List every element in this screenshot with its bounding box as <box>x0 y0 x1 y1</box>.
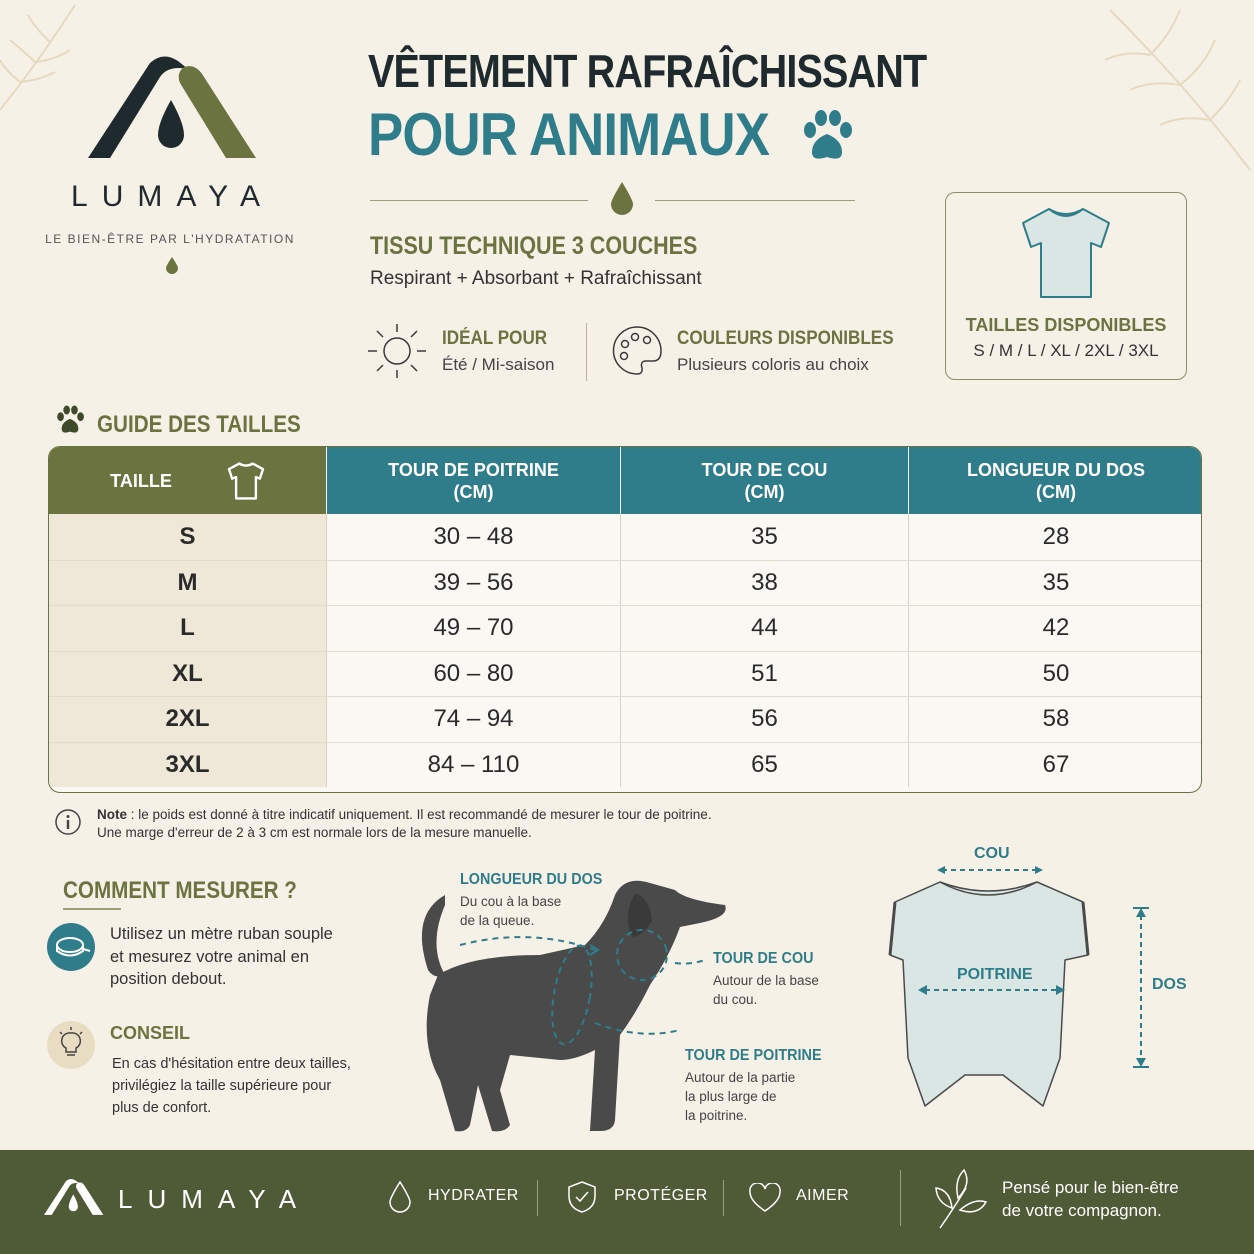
dog-label-back-line1: Du cou à la base <box>460 894 562 909</box>
dog-label-chest-text <box>685 1068 795 1125</box>
header-back <box>909 447 1202 514</box>
footer-item-love: AIMER <box>796 1187 850 1204</box>
column-divider <box>908 652 909 697</box>
table-row <box>49 560 1201 606</box>
column-divider <box>908 514 909 560</box>
dog-label-back-title: LONGUEUR DU DOS <box>460 871 603 888</box>
cell-neck: 65 <box>751 750 778 778</box>
tip-title: CONSEIL <box>110 1023 191 1043</box>
shield-icon <box>567 1180 597 1214</box>
sizes-available-title: TAILLES DISPONIBLES <box>965 315 1167 335</box>
leaf-icon <box>932 1168 988 1230</box>
page-title-line2: POUR ANIMAUX <box>368 101 770 168</box>
sizes-available-list: S / M / L / XL / 2XL / 3XL <box>973 341 1159 360</box>
cell-chest: 74 – 94 <box>433 705 514 733</box>
lumaya-logo <box>88 55 258 160</box>
fabric-subtitle: Respirant + Absorbant + Rafraîchissant <box>370 268 702 289</box>
cell-neck: 44 <box>751 614 778 642</box>
dog-label-neck-text <box>713 971 819 1009</box>
header-neck-unit: (CM) <box>744 481 785 502</box>
tape-measure-icon <box>46 922 96 972</box>
sun-icon <box>366 322 428 380</box>
footer-item-protect: PROTÉGER <box>614 1187 708 1204</box>
footer-tagline <box>1002 1176 1179 1222</box>
footer-separator <box>723 1180 724 1216</box>
column-divider <box>620 606 621 651</box>
cell-size: XL <box>49 652 326 697</box>
feature-divider <box>586 323 587 381</box>
drop-icon <box>611 182 633 216</box>
shirt-label-neck: COU <box>974 845 1010 862</box>
header-size <box>49 447 326 514</box>
cell-size: S <box>49 514 326 560</box>
cell-size: 3XL <box>49 743 326 788</box>
table-row <box>49 605 1201 651</box>
column-divider <box>326 743 327 788</box>
brand-name: LUMAYA <box>71 180 274 213</box>
cell-back: 42 <box>1042 614 1070 642</box>
column-divider <box>620 652 621 697</box>
header-chest-label: TOUR DE POITRINE <box>388 459 559 480</box>
column-divider <box>620 697 621 742</box>
column-divider <box>326 697 327 742</box>
cell-chest: 49 – 70 <box>433 614 514 642</box>
dog-label-back-text <box>460 892 561 930</box>
drop-icon <box>389 1180 411 1214</box>
cell-neck: 35 <box>751 522 778 550</box>
header-chest <box>327 447 620 514</box>
header-back-label: LONGUEUR DU DOS <box>966 459 1145 480</box>
cell-neck: 38 <box>751 568 778 596</box>
dog-label-neck-line1: Autour de la base <box>713 973 819 988</box>
title-underline <box>63 908 121 910</box>
tip-text: En cas d'hésitation entre deux tailles, privilégiez la taille supérieure pour plus de confort. <box>112 1056 351 1116</box>
dog-label-back-line2: de la queue. <box>460 913 535 928</box>
cell-chest: 60 – 80 <box>433 659 514 687</box>
column-divider <box>908 743 909 788</box>
column-divider <box>620 743 621 788</box>
table-row <box>49 651 1201 697</box>
paw-icon <box>55 405 85 435</box>
title-divider-right <box>655 200 855 201</box>
cell-chest: 39 – 56 <box>433 568 514 596</box>
cell-size: 2XL <box>49 697 326 742</box>
brand-tagline: LE BIEN-ÊTRE PAR L'HYDRATATION <box>45 232 295 246</box>
table-row <box>49 696 1201 742</box>
cell-back: 35 <box>1042 568 1070 596</box>
feature-ideal-title: IDÉAL POUR <box>442 328 548 349</box>
cell-back: 28 <box>1042 522 1070 550</box>
shirt-label-chest: POITRINE <box>957 966 1033 983</box>
how-to-measure-title: COMMENT MESURER ? <box>63 877 297 904</box>
cell-size: M <box>49 561 326 606</box>
feature-ideal-text: Été / Mi-saison <box>442 355 555 374</box>
footer-tagline-line2: de votre compagnon. <box>1002 1201 1162 1220</box>
size-guide-table <box>48 446 1202 793</box>
column-divider <box>620 514 621 560</box>
column-divider <box>908 697 909 742</box>
cell-neck: 56 <box>751 705 778 733</box>
palette-icon <box>611 324 663 378</box>
dog-label-chest-line3: la poitrine. <box>685 1108 748 1123</box>
table-row <box>49 514 1201 560</box>
header-neck <box>621 447 908 514</box>
column-divider <box>326 561 327 606</box>
dog-label-chest-line1: Autour de la partie <box>685 1070 796 1085</box>
cell-chest: 84 – 110 <box>427 750 520 778</box>
header-chest-unit: (CM) <box>453 481 494 502</box>
dog-label-chest-line2: la plus large de <box>685 1089 777 1104</box>
feature-colors-text: Plusieurs coloris au choix <box>677 355 869 374</box>
heart-icon <box>748 1183 782 1213</box>
drop-icon <box>166 257 178 274</box>
cell-back: 50 <box>1042 659 1070 687</box>
note-line2: Une marge d'erreur de 2 à 3 cm est normale lors de la mesure manuelle. <box>97 825 532 840</box>
header-size-label: TAILLE <box>110 470 172 491</box>
column-divider <box>326 514 327 560</box>
column-divider <box>908 561 909 606</box>
tshirt-icon <box>227 462 265 500</box>
note-line1: : le poids est donné à titre indicatif uniquement. Il est recommandé de mesurer le tour de poitrine. <box>127 807 712 822</box>
leaf-decoration-left <box>0 0 80 120</box>
table-row <box>49 742 1201 788</box>
paw-icon <box>800 110 854 162</box>
cell-neck: 51 <box>751 659 778 687</box>
page-title-line1: VÊTEMENT RAFRAÎCHISSANT <box>368 45 927 97</box>
column-divider <box>620 561 621 606</box>
header-back-unit: (CM) <box>1036 481 1076 502</box>
column-divider <box>326 606 327 651</box>
cell-chest: 30 – 48 <box>433 522 514 550</box>
dog-label-chest-title: TOUR DE POITRINE <box>685 1047 822 1064</box>
dog-label-neck-line2: du cou. <box>713 992 758 1007</box>
footer-tagline-line1: Pensé pour le bien-être <box>1002 1178 1179 1197</box>
cell-back: 67 <box>1042 750 1070 778</box>
feature-colors-title: COULEURS DISPONIBLES <box>677 328 894 349</box>
how-to-measure-text: Utilisez un mètre ruban souple et mesurez votre animal en position debout. <box>110 925 333 988</box>
table-header <box>49 447 1201 514</box>
column-divider <box>326 652 327 697</box>
size-guide-title: GUIDE DES TAILLES <box>97 411 301 438</box>
table-note <box>97 806 712 842</box>
info-icon <box>54 808 82 836</box>
lumaya-logo <box>44 1178 104 1216</box>
leaf-decoration-right <box>1080 0 1254 180</box>
shirt-label-back: DOS <box>1152 976 1187 993</box>
column-divider <box>908 606 909 651</box>
note-label: Note <box>97 807 127 822</box>
dog-label-neck-title: TOUR DE COU <box>713 950 814 967</box>
footer-separator <box>900 1170 901 1226</box>
footer-separator <box>537 1180 538 1216</box>
lightbulb-icon <box>46 1020 96 1070</box>
header-neck-label: TOUR DE COU <box>701 459 828 480</box>
cell-back: 58 <box>1042 705 1070 733</box>
fabric-title: TISSU TECHNIQUE 3 COUCHES <box>370 232 698 260</box>
cell-size: L <box>49 606 326 651</box>
tshirt-icon <box>1019 205 1113 301</box>
footer-item-hydrate: HYDRATER <box>428 1187 519 1204</box>
shirt-measure-diagram <box>885 860 1165 1115</box>
footer-brand: LUMAYA <box>118 1184 312 1214</box>
title-divider-left <box>370 200 588 201</box>
